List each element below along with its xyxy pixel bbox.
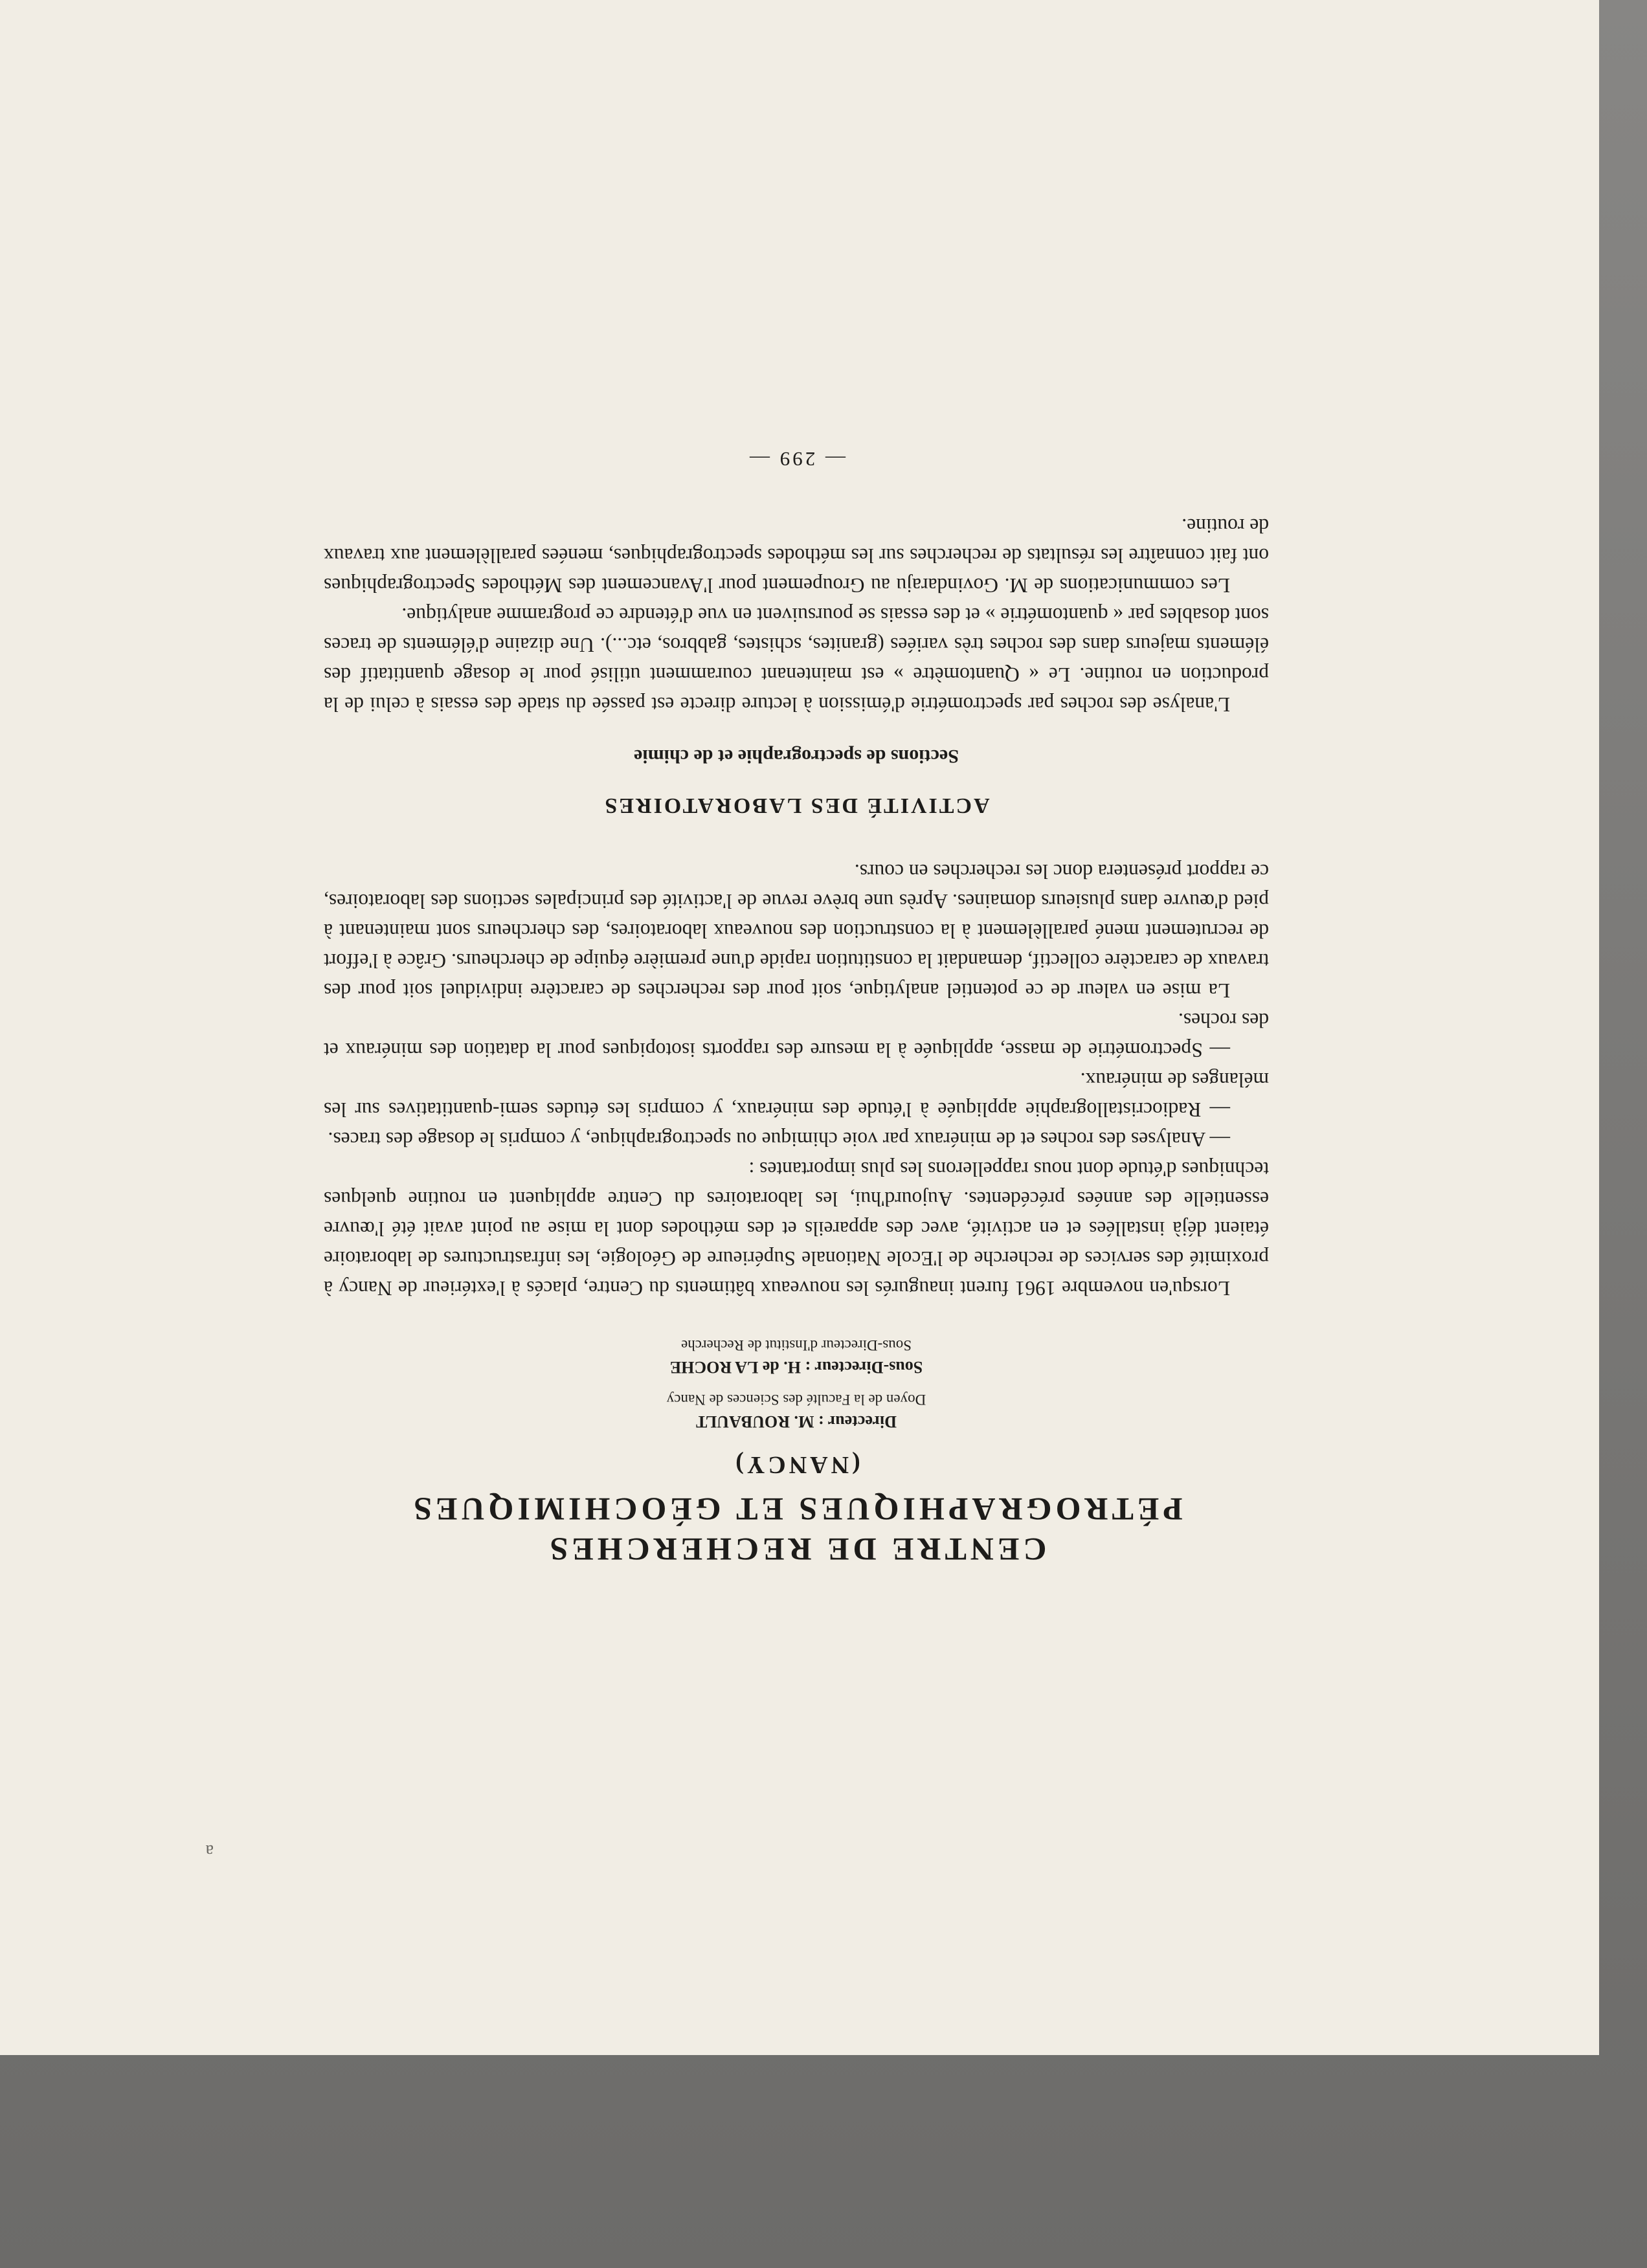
subdirector-line: Sous-Directeur : H. de LA ROCHE — [669, 1358, 923, 1377]
activity-paragraph-2: Les communications de M. Govindaraju au Groupement pour l'Avancement des Méthodes Spectrographiques ont fait connaître les résultats de recherches sur les méthodes spectrographiques, menées parallèlement aux travaux de routine. — [324, 515, 1269, 597]
list-item-radiocristallographie: — Radiocristallographie appliquée à l'étude des minéraux, y compris les études semi-quantitatives sur les mélanges de minéraux. — [324, 1069, 1269, 1121]
intro-paragraph-2: La mise en valeur de ce potentiel analytique, soit pour des recherches de caractère individuel soit pour des travaux de caractère collectif, demandait la constitution rapide d'une première équipe de chercheurs. Grâce à l'effort de recrutement mené parallèlement à la construction des nouveaux laboratoires, des chercheurs sont maintenant à pied d'œuvre dans plusieurs domaines. Après une brève revue de l'activité des principales sections des laboratoires, ce rapport présentera donc les recherches en cours. — [324, 860, 1269, 1002]
title-line-1: CENTRE DE RECHERCHES — [546, 1531, 1047, 1568]
list-item-spectrometrie: — Spectrométrie de masse, appliquée à la mesure des rapports isotopiques pour la datation des minéraux et des roches. — [324, 1009, 1269, 1062]
subsection-heading-spectrographie: Sections de spectrographie et de chimie — [634, 746, 959, 767]
list-item-analyses: — Analyses des roches et de minéraux par voie chimique ou spectrographique, y compris le dosage des traces. — [328, 1128, 1230, 1151]
page-content — [324, 427, 1269, 1570]
section-heading-activite: ACTIVITÉ DES LABORATOIRES — [603, 794, 990, 817]
margin-mark: a — [205, 1841, 214, 1861]
intro-paragraph-1: Lorsqu'en novembre 1961 furent inaugurés les nouveaux bâtiments du Centre, placés à l'extérieur de Nancy à proximité des services de recherche de l'Ecole Nationale Supérieure de Géologie, les infrastructures de laboratoire étaient déjà installées et en activité, avec des appareils et des méthodes dont la mise au point avait été l'œuvre essentielle des années précédentes. Aujourd'hui, les laboratoires du Centre appliquent en routine quelques techniques d'étude dont nous rappellerons les plus importantes : — [324, 1158, 1269, 1300]
activity-paragraph-1: L'analyse des roches par spectrométrie d'émission à lecture directe est passée du stade des essais à celui de la production en routine. Le « Quantomètre » est maintenant couramment utilisé pour le dosage quantitatif des éléments majeurs dans des roches très variées (granites, schistes, gabbros, etc...). Une dizaine d'éléments de traces sont dosables par « quantométrie » et des essais se poursuivent en vue d'étendre ce programme analytique. — [324, 604, 1269, 716]
page-number: — 299 — — [747, 448, 846, 471]
title-line-2: PÉTROGRAPHIQUES ET GÉOCHIMIQUES — [410, 1491, 1183, 1528]
director-title: Doyen de la Faculté des Sciences de Nancy — [666, 1392, 926, 1408]
city-label: (NANCY) — [732, 1451, 860, 1478]
director-line: Directeur : M. ROUBAULT — [695, 1412, 897, 1431]
subdirector-title: Sous-Directeur d'Institut de Recherche — [680, 1337, 912, 1353]
